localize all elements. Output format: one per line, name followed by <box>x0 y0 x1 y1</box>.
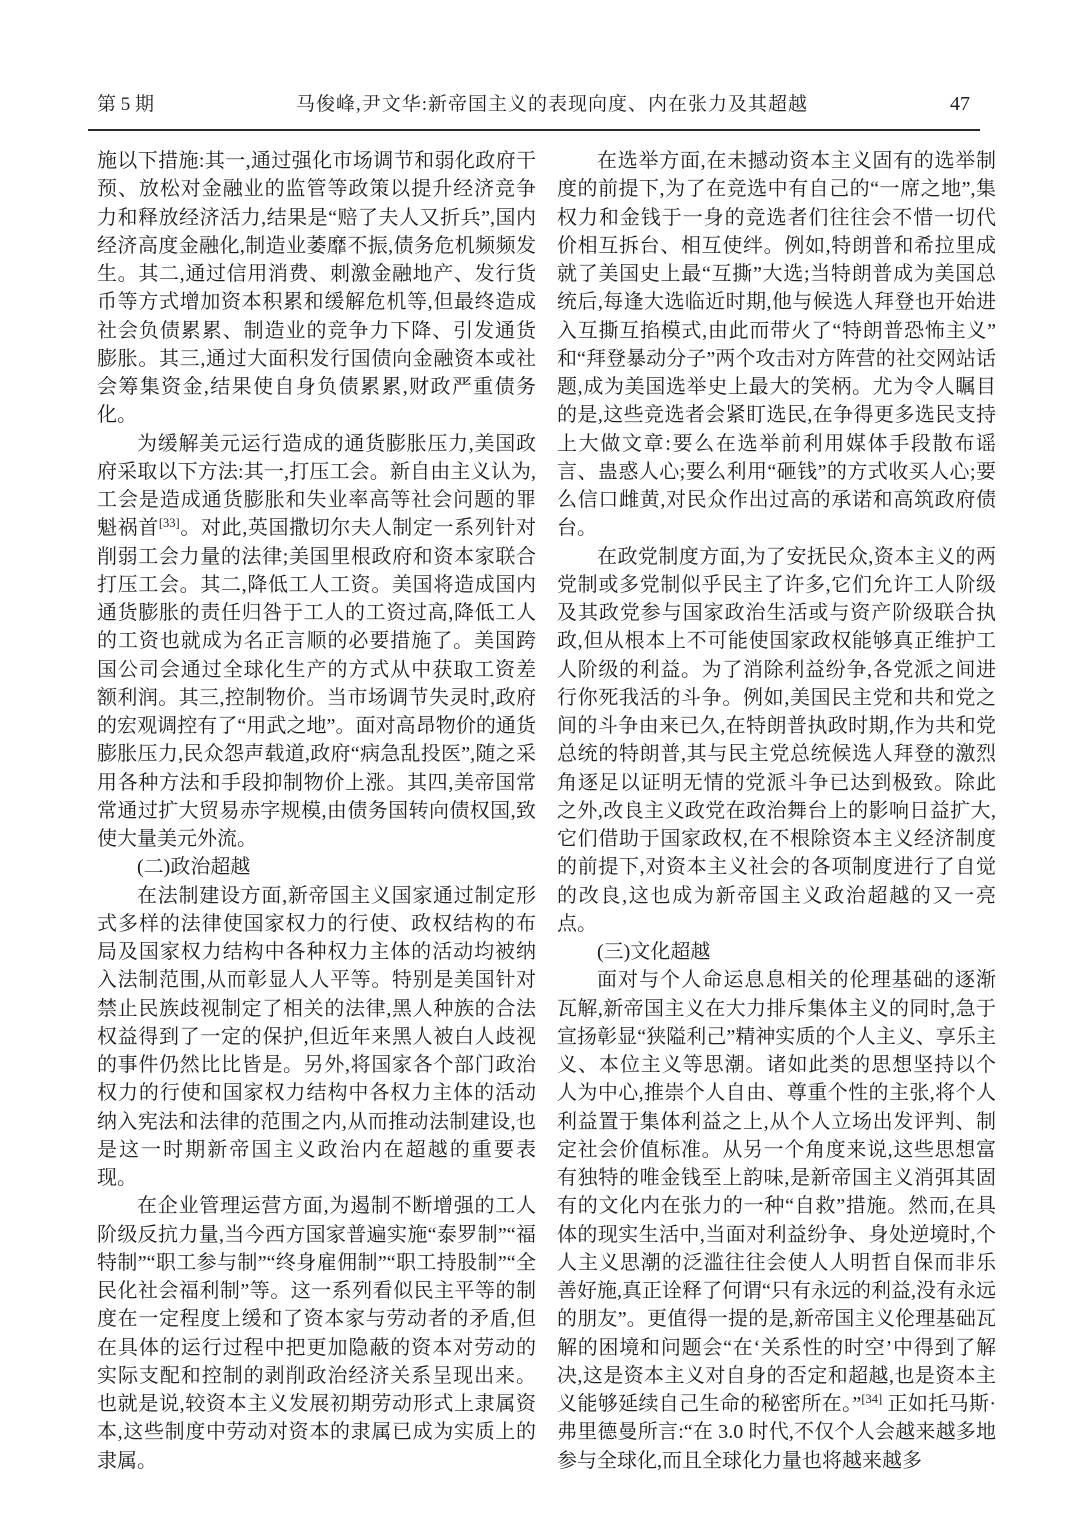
header-rule <box>88 129 980 131</box>
running-title: 马俊峰,尹文华:新帝国主义的表现向度、内在张力及其超越 <box>295 94 809 115</box>
footnote-ref-33: [33] <box>158 516 180 531</box>
paragraph-text: 为缓解美元运行造成的通货膨胀压力,美国政府采取以下方法:其一,打压工会。新自由主义认为,工会是造成通货膨胀和失业率高等社会问题的罪魁祸首 <box>97 432 536 540</box>
paragraph <box>97 882 536 1193</box>
paragraph-text: 。对此,英国撒切尔夫人制定一系列针对削弱工会力量的法律;美国里根政府和资本家联合打压工会。其二,降低工人工资。美国将造成国内通货膨胀的责任归咎于工人的工资过高,降低工人的工资也就成为名正言顺的必要措施了。美国跨国公司会通过全球化生产的方式从中获取工资差额利润。其三,控制物价。当市场调节失灵时,政府的宏观调控有了“用武之地”。面对高昂物价的通货膨胀压力,民众怨声载道,政府“病急乱投医”,随之采用各种方法和手段抑制物价上涨。其四,美帝国常常通过扩大贸易赤字规模,由债务国转向债权国,致使大量美元外流。 <box>97 517 537 850</box>
paragraph <box>557 966 996 1475</box>
paragraph-text: 在法制建设方面,新帝国主义国家通过制定形式多样的法律使国家权力的行使、政权结构的布局及国家权力结构中各种权力主体的活动均被纳入法制范围,从而彰显人人平等。特别是美国针对禁止民族歧视制定了相关的法律,黑人种族的合法权益得到了一定的保护,但近年来黑人被白人歧视的事件仍然比比皆是。另外,将国家各个部门政治权力的行使和国家权力结构中各权力主体的活动纳入宪法和法律的范围之内,从而推动法制建设,也是这一时期新帝国主义政治内在超越的重要表现。 <box>97 884 536 1189</box>
paragraph-text: 在选举方面,在未撼动资本主义固有的选举制度的前提下,为了在竞选中有自己的“一席之地”,集权力和金钱于一身的竞选者们往往会不惜一切代价相互拆台、相互使绊。例如,特朗普和希拉里成就了美国史上最“互撕”大选;当特朗普成为美国总统后,每逢大选临近时期,他与候选人拜登也开始进入互撕互掐模式,由此而带火了“特朗普恐怖主义”和“拜登暴动分子”两个攻击对方阵营的社交网站话题,成为美国选举史上最大的笑柄。尤为令人瞩目的是,这些竞选者会紧盯选民,在争得更多选民支持上大做文章:要么在选举前利用媒体手段散布谣言、蛊惑人心;要么利用“砸钱”的方式收买人心;要么信口雌黄,对民众作出过高的承诺和高筑政府债台。 <box>557 150 996 540</box>
page-number: 47 <box>950 93 970 115</box>
paragraph <box>557 543 996 939</box>
heading-text: (二)政治超越 <box>137 856 251 879</box>
issue-label: 第 5 期 <box>97 94 155 115</box>
paragraph-text: 施以下措施:其一,通过强化市场调节和弱化政府干预、放松对金融业的监管等政策以提升经济竞争力和释放经济活力,结果是“赔了夫人又折兵”,国内经济高度金融化,制造业萎靡不振,债务危机频频发生。其二,通过信用消费、刺激金融地产、发行货币等方式增加资本积累和缓解危机等,但最终造成社会负债累累、制造业的竞争力下降、引发通货膨胀。其三,通过大面积发行国债向金融资本或社会筹集资金,结果使自身负债累累,财政严重债务化。 <box>97 150 536 427</box>
paragraph <box>97 430 536 854</box>
left-column <box>97 147 536 1475</box>
paragraph-text: 正如托马斯·弗里德曼所言:“在 3.0 时代,不仅个人会越来越多地参与全球化,而且全球化力量也将越来越多 <box>557 1393 996 1472</box>
paragraph <box>557 147 996 543</box>
section-heading-politics <box>97 853 536 881</box>
right-column <box>557 147 996 1475</box>
heading-text: (三)文化超越 <box>597 941 711 963</box>
paragraph-text: 在企业管理运营方面,为遏制不断增强的工人阶级反抗力量,当今西方国家普遍实施“泰罗制”“福特制”“职工参与制”“终身雇佣制”“职工持股制”“全民化社会福利制”等。这一系列看似民主平等的制度在一定程度上缓和了资本家与劳动者的矛盾,但在具体的运行过程中把更加隐蔽的资本对劳动的实际支配和控制的剥削政治经济关系呈现出来。也就是说,较资本主义发展初期劳动形式上隶属资本,这些制度中劳动对资本的隶属已成为实质上的隶属。 <box>97 1195 536 1472</box>
paragraph-continuation <box>97 147 536 430</box>
page-header <box>88 92 980 117</box>
paragraph-text: 面对与个人命运息息相关的伦理基础的逐渐瓦解,新帝国主义在大力排斥集体主义的同时,急于宣扬彰显“狭隘利己”精神实质的个人主义、享乐主义、本位主义等思潮。诸如此类的思想坚持以个人为中心,推崇个人自由、尊重个性的主张,将个人利益置于集体利益之上,从个人立场出发评判、制定社会价值标准。从另一个角度来说,这些思想富有独特的唯金钱至上韵味,是新帝国主义消弭其固有的文化内在张力的一种“自救”措施。然而,在具体的现实生活中,当面对利益纷争、身处逆境时,个人主义思潮的泛滥往往会使人人明哲自保而非乐善好施,真正诠释了何谓“只有永远的利益,没有永远的朋友”。更值得一提的是,新帝国主义伦理基础瓦解的困境和问题会“在‘关系性的时空’中得到了解决,这是资本主义对自身的否定和超越,也是资本主义能够延续自己生命的秘密所在。” <box>557 969 996 1415</box>
footnote-ref-34: [34] <box>861 1392 883 1406</box>
section-heading-culture <box>557 938 996 966</box>
paragraph-text: 在政党制度方面,为了安抚民众,资本主义的两党制或多党制似乎民主了许多,它们允许工人阶级及其政党参与国家政治生活或与资产阶级联合执政,但从根本上不可能使国家政权能够真正维护工人阶级的利益。为了消除利益纷争,各党派之间进行你死我活的斗争。例如,美国民主党和共和党之间的斗争由来已久,在特朗普执政时期,作为共和党总统的特朗普,其与民主党总统候选人拜登的激烈角逐足以证明无情的党派斗争已达到极致。除此之外,改良主义政党在政治舞台上的影响日益扩大,它们借助于国家政权,在不根除资本主义经济制度的前提下,对资本主义社会的各项制度进行了自觉的改良,这也成为新帝国主义政治超越的又一亮点。 <box>557 545 996 935</box>
paragraph <box>97 1192 536 1475</box>
